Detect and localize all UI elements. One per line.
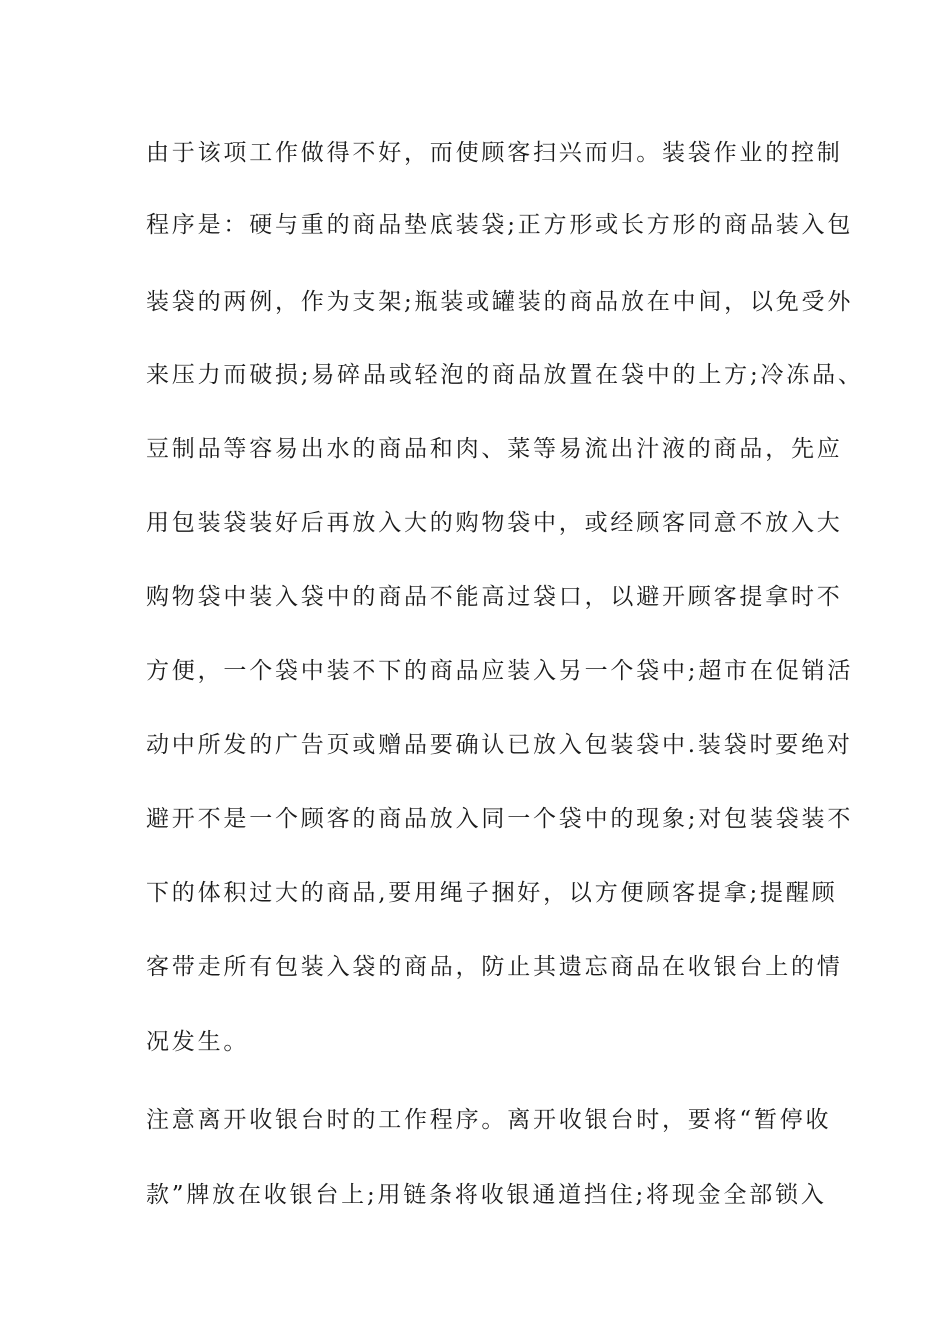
text-line: 客带走所有包装入袋的商品，防止其遗忘商品在收银台上的情: [146, 954, 843, 980]
text-line: 动中所发的广告页或赠品要确认已放入包装袋中.装袋时要绝对: [146, 732, 853, 758]
text-line: 装袋的两例，作为支架;瓶装或罐装的商品放在中间，以免受外: [146, 289, 854, 315]
text-line: 豆制品等容易出水的商品和肉、菜等易流出汁液的商品，先应: [146, 436, 843, 462]
text-line: 况发生。: [146, 1029, 250, 1055]
text-line: 来压力而破损;易碎品或轻泡的商品放置在袋中的上方;冷冻品、: [146, 362, 864, 388]
text-line: 注意离开收银台时的工作程序。离开收银台时，要将“暂停收: [146, 1107, 832, 1133]
text-line: 用包装袋装好后再放入大的购物袋中，或经顾客同意不放入大: [146, 510, 843, 536]
text-line: 程序是：硬与重的商品垫底装袋;正方形或长方形的商品装入包: [146, 212, 854, 238]
text-line: 款”牌放在收银台上;用链条将收银通道挡住;将现金全部锁入: [146, 1182, 827, 1208]
text-line: 避开不是一个顾客的商品放入同一个袋中的现象;对包装袋装不: [146, 806, 854, 832]
text-line: 方便，一个袋中装不下的商品应装入另一个袋中;超市在促销活: [146, 658, 854, 684]
text-line: 由于该项工作做得不好，而使顾客扫兴而归。装袋作业的控制: [146, 140, 843, 166]
text-line: 购物袋中装入袋中的商品不能高过袋口，以避开顾客提拿时不: [146, 584, 843, 610]
text-line: 下的体积过大的商品,要用绳子捆好，以方便顾客提拿;提醒顾: [146, 880, 838, 906]
